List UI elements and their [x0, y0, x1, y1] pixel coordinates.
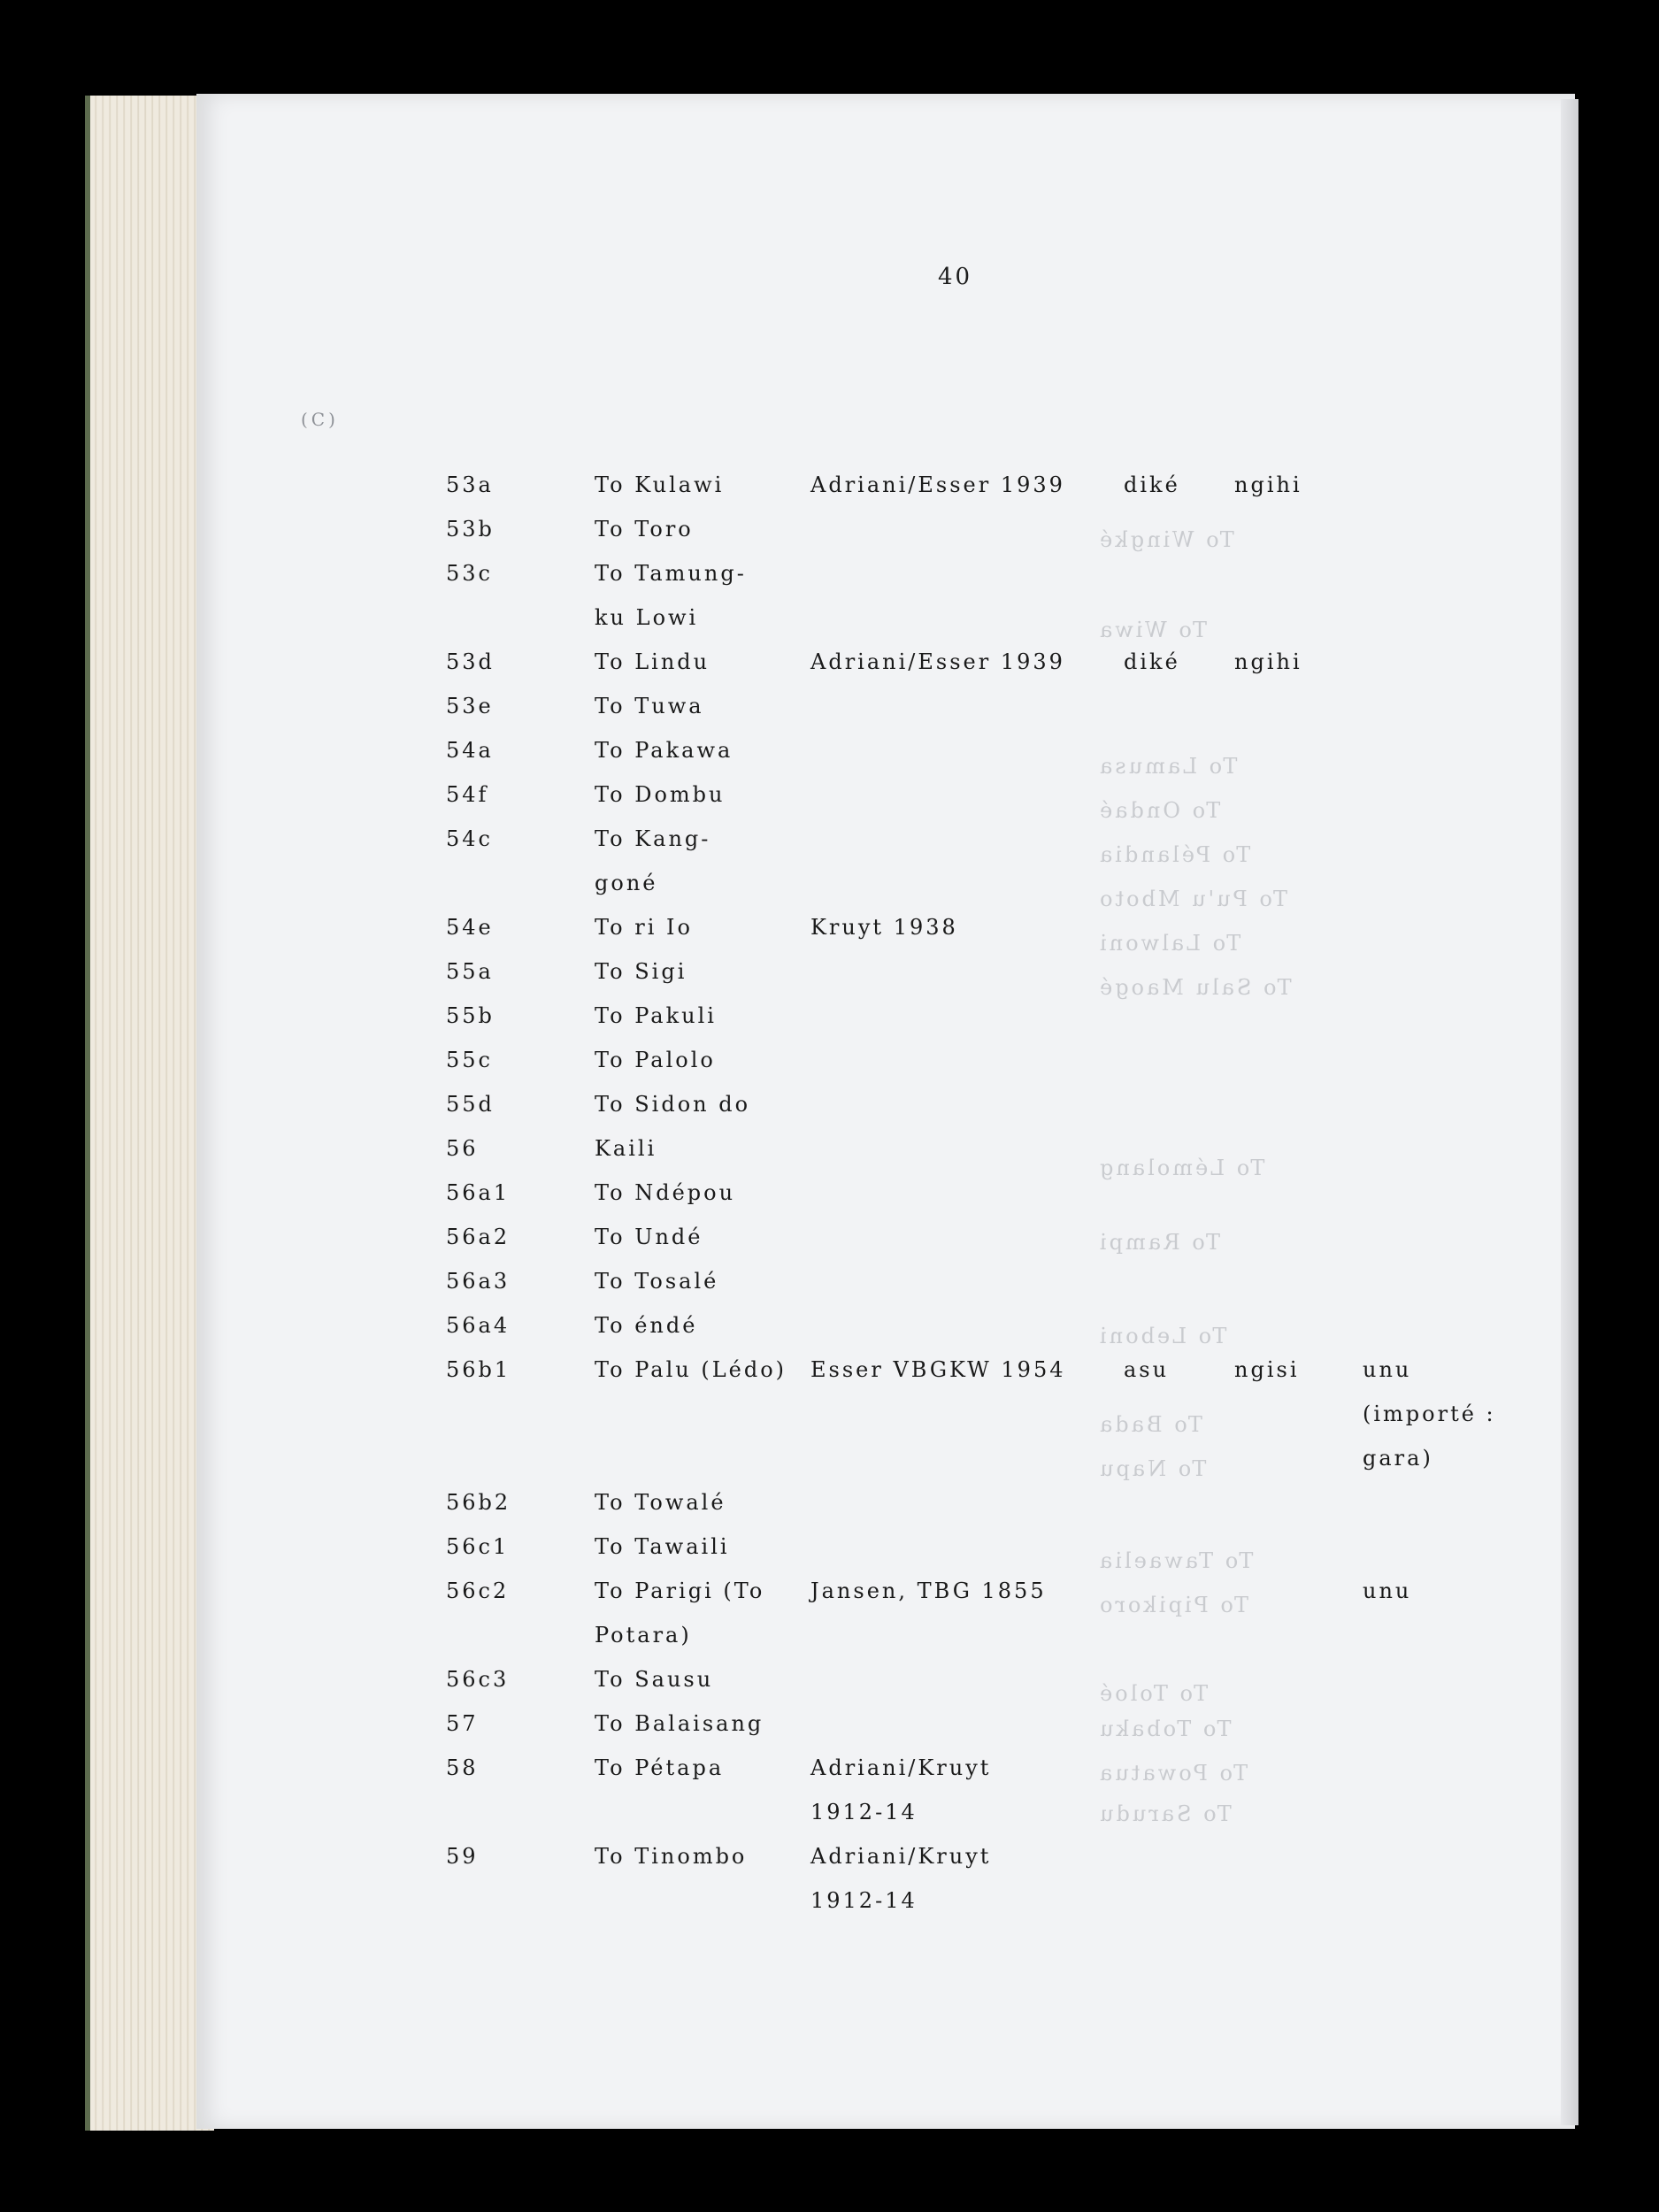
table-row: [0, 1269, 1659, 1313]
row-tribe: To Undé: [595, 1225, 703, 1249]
row-word-pig: ngihi: [1234, 472, 1302, 497]
row-tribe: To Sidon do: [595, 1092, 751, 1117]
table-row: [0, 1402, 1659, 1446]
row-source: 1912-14: [810, 1800, 918, 1824]
row-tribe: To Dombu: [595, 782, 726, 807]
row-tribe: To Pétapa: [595, 1755, 725, 1780]
table-row: [0, 1092, 1659, 1136]
row-tribe: To Pakuli: [595, 1003, 717, 1028]
row-code: 56a2: [446, 1225, 511, 1249]
show-through-line: To Bada: [1097, 1412, 1202, 1437]
show-through-line: To Pu'u Mboto: [1097, 887, 1287, 911]
row-tribe: To Toro: [595, 517, 694, 541]
row-tribe: To Palolo: [595, 1048, 716, 1072]
row-code: 55a: [446, 959, 494, 984]
show-through-line: To Salu Maogé: [1097, 975, 1292, 1000]
row-tribe: Kaili: [595, 1136, 657, 1161]
row-code: 56c3: [446, 1667, 510, 1692]
row-source: Kruyt 1938: [810, 915, 958, 940]
row-tribe: To Ndépou: [595, 1180, 736, 1205]
row-tribe: To Pakawa: [595, 738, 733, 763]
table-row: [0, 1888, 1659, 1932]
row-tribe: To Sausu: [595, 1667, 714, 1692]
table-row: [0, 1357, 1659, 1402]
row-tribe: To Tosalé: [595, 1269, 719, 1294]
row-tribe: To Tinombo: [595, 1844, 748, 1869]
table-row: [0, 871, 1659, 915]
table-row: [0, 472, 1659, 517]
row-code: 56b1: [446, 1357, 511, 1382]
table-row: [0, 1578, 1659, 1623]
table-row: [0, 694, 1659, 738]
row-source: Adriani/Esser 1939: [810, 472, 1065, 497]
row-extra-note: (importé :: [1363, 1402, 1496, 1426]
row-source: Jansen, TBG 1855: [810, 1578, 1047, 1603]
table-row: [0, 561, 1659, 605]
row-word-dog: diké: [1124, 649, 1180, 674]
row-tribe: To Kulawi: [595, 472, 725, 497]
show-through-line: To Leboni: [1097, 1324, 1227, 1348]
table-row: [0, 782, 1659, 826]
row-code: 56c2: [446, 1578, 510, 1603]
row-tribe: To ri Io: [595, 915, 693, 940]
show-through-line: To Tobaku: [1097, 1717, 1232, 1741]
row-code: 56c1: [446, 1534, 510, 1559]
table-row: [0, 1446, 1659, 1490]
row-source: Esser VBGKW 1954: [810, 1357, 1066, 1382]
row-code: 56a1: [446, 1180, 511, 1205]
table-row: [0, 649, 1659, 694]
table-row: [0, 959, 1659, 1003]
row-code: 54a: [446, 738, 494, 763]
row-tribe: To éndé: [595, 1313, 698, 1338]
table-row: [0, 1180, 1659, 1225]
show-through-line: To Powatua: [1097, 1761, 1248, 1786]
row-tribe: To Kang-: [595, 826, 711, 851]
table-row: [0, 1800, 1659, 1844]
table-row: [0, 1003, 1659, 1048]
show-through-line: To Lalwoni: [1097, 931, 1241, 956]
table-row: [0, 605, 1659, 649]
show-through-line: To Lamusa: [1097, 754, 1238, 779]
table-row: [0, 1623, 1659, 1667]
row-tribe: To Lindu: [595, 649, 710, 674]
table-row: [0, 1711, 1659, 1755]
show-through-line: To Napu: [1097, 1456, 1207, 1481]
row-word-pig: ngisi: [1234, 1357, 1300, 1382]
row-tribe: ku Lowi: [595, 605, 699, 630]
table-row: [0, 517, 1659, 561]
row-word-dog: diké: [1124, 472, 1180, 497]
row-word-dog: asu: [1124, 1357, 1170, 1382]
row-code: 54c: [446, 826, 493, 851]
page-number: 40: [938, 264, 973, 290]
table-row: [0, 1313, 1659, 1357]
row-tribe: To Balaisang: [595, 1711, 764, 1736]
row-source: Adriani/Kruyt: [810, 1755, 992, 1780]
row-code: 56a3: [446, 1269, 511, 1294]
show-through-line: To Toloé: [1097, 1681, 1209, 1706]
row-tribe: To Tamung-: [595, 561, 747, 586]
row-extra-note: gara): [1363, 1446, 1433, 1471]
row-tribe: To Palu (Lédo): [595, 1357, 787, 1382]
show-through-line: To Pipikoro: [1097, 1593, 1248, 1617]
table-row: [0, 826, 1659, 871]
show-through-line: To Wiwa: [1097, 618, 1207, 642]
row-code: 56a4: [446, 1313, 511, 1338]
row-code: 55b: [446, 1003, 495, 1028]
row-source: Adriani/Kruyt: [810, 1844, 992, 1869]
row-extra-note: unu: [1363, 1357, 1412, 1382]
row-tribe: To Parigi (To: [595, 1578, 765, 1603]
show-through-line: To Sarudu: [1097, 1801, 1232, 1826]
table-row: [0, 1225, 1659, 1269]
row-tribe: To Tuwa: [595, 694, 704, 718]
row-code: 58: [446, 1755, 479, 1780]
row-tribe: To Sigi: [595, 959, 687, 984]
table-row: [0, 1667, 1659, 1711]
show-through-line: To Lémolang: [1097, 1156, 1265, 1180]
row-tribe: To Tawaili: [595, 1534, 730, 1559]
row-source: Adriani/Esser 1939: [810, 649, 1065, 674]
row-code: 54e: [446, 915, 494, 940]
row-code: 53c: [446, 561, 493, 586]
row-code: 53d: [446, 649, 495, 674]
row-code: 59: [446, 1844, 479, 1869]
row-code: 53e: [446, 694, 494, 718]
table-row: [0, 1136, 1659, 1180]
show-through-line: To Rampi: [1097, 1230, 1220, 1255]
show-through-line: To Pélandia: [1097, 842, 1251, 867]
show-through-line: To Ondaé: [1097, 798, 1221, 823]
table-row: [0, 1844, 1659, 1888]
row-code: 57: [446, 1711, 479, 1736]
row-tribe: goné: [595, 871, 658, 895]
table-row: [0, 1490, 1659, 1534]
table-row: [0, 738, 1659, 782]
row-code: 55d: [446, 1092, 495, 1117]
row-word-pig: ngihi: [1234, 649, 1302, 674]
row-source: 1912-14: [810, 1888, 918, 1913]
section-label: (C): [301, 409, 339, 430]
row-code: 56b2: [446, 1490, 511, 1515]
show-through-line: To Tawaelia: [1097, 1548, 1254, 1573]
table-row: [0, 915, 1659, 959]
row-extra-note: unu: [1363, 1578, 1412, 1603]
row-code: 53b: [446, 517, 495, 541]
row-tribe: Potara): [595, 1623, 692, 1647]
table-row: [0, 1534, 1659, 1578]
row-code: 55c: [446, 1048, 493, 1072]
row-code: 56: [446, 1136, 479, 1161]
row-tribe: To Towalé: [595, 1490, 726, 1515]
show-through-line: To Wingké: [1097, 527, 1234, 552]
table-row: [0, 1048, 1659, 1092]
row-code: 53a: [446, 472, 494, 497]
table-row: [0, 1755, 1659, 1800]
row-code: 54f: [446, 782, 489, 807]
